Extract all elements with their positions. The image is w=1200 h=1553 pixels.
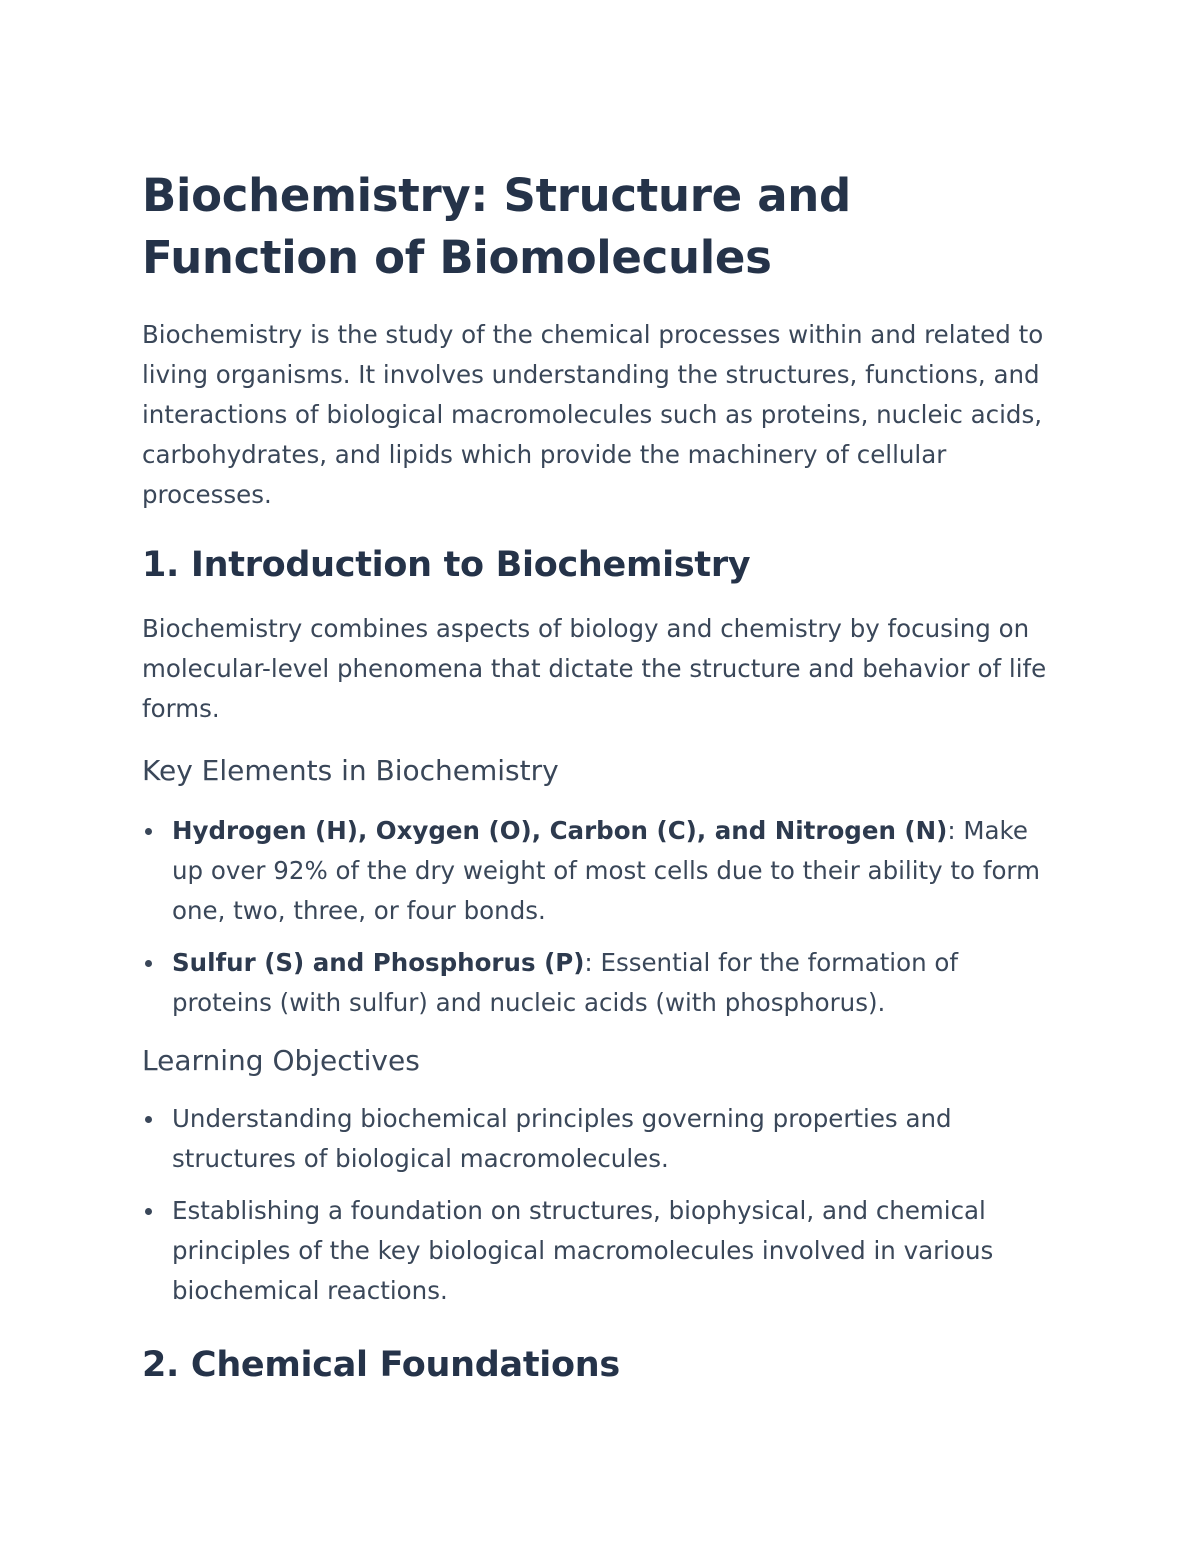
document-title: Biochemistry: Structure and Function of Biomolecules: [142, 169, 851, 284]
section-1-paragraph: Biochemistry combines aspects of biology and chemistry by focusing on molecular-level phenomena that dictate the structure and behavior of life forms.: [142, 614, 1047, 723]
bullet-icon: [145, 1208, 152, 1215]
section-1-heading: 1. Introduction to Biochemistry: [142, 545, 751, 585]
bullet-icon: [145, 960, 152, 967]
section-2-heading: 2. Chemical Foundations: [142, 1345, 620, 1385]
list-item: [142, 943, 1062, 1023]
learning-objectives-list: [142, 1099, 1062, 1311]
list-item-text: : Make up over 92% of the dry weight of most cells due to their ability to form one, two, three, or four bonds.: [172, 816, 1040, 925]
intro-paragraph: Biochemistry is the study of the chemical processes within and related to living organisms. It involves understanding the structures, functions, and interactions of biological macromolecules such as proteins, nucleic acids, carbohydrates, and lipids which provide the machinery of cellular processes.: [142, 320, 1044, 509]
bullet-icon: [145, 1116, 152, 1123]
bullet-icon: [145, 828, 152, 835]
list-item: [142, 1191, 1062, 1311]
learning-objectives-heading: Learning Objectives: [142, 1044, 420, 1077]
list-item: [142, 811, 1062, 931]
list-item-term: Hydrogen (H), Oxygen (O), Carbon (C), and Nitrogen (N): [172, 816, 948, 845]
document-page: [142, 165, 1062, 1389]
key-elements-heading: Key Elements in Biochemistry: [142, 754, 559, 787]
list-item: [142, 1099, 1062, 1179]
list-item-text: : Essential for the formation of proteins (with sulfur) and nucleic acids (with phosphorus).: [172, 948, 959, 1017]
list-item-text: Establishing a foundation on structures, biophysical, and chemical principles of the key biological macromolecules involved in various biochemical reactions.: [172, 1196, 994, 1305]
key-elements-list: [142, 811, 1062, 1023]
list-item-text: Understanding biochemical principles governing properties and structures of biological macromolecules.: [172, 1104, 952, 1173]
list-item-term: Sulfur (S) and Phosphorus (P): [172, 948, 585, 977]
